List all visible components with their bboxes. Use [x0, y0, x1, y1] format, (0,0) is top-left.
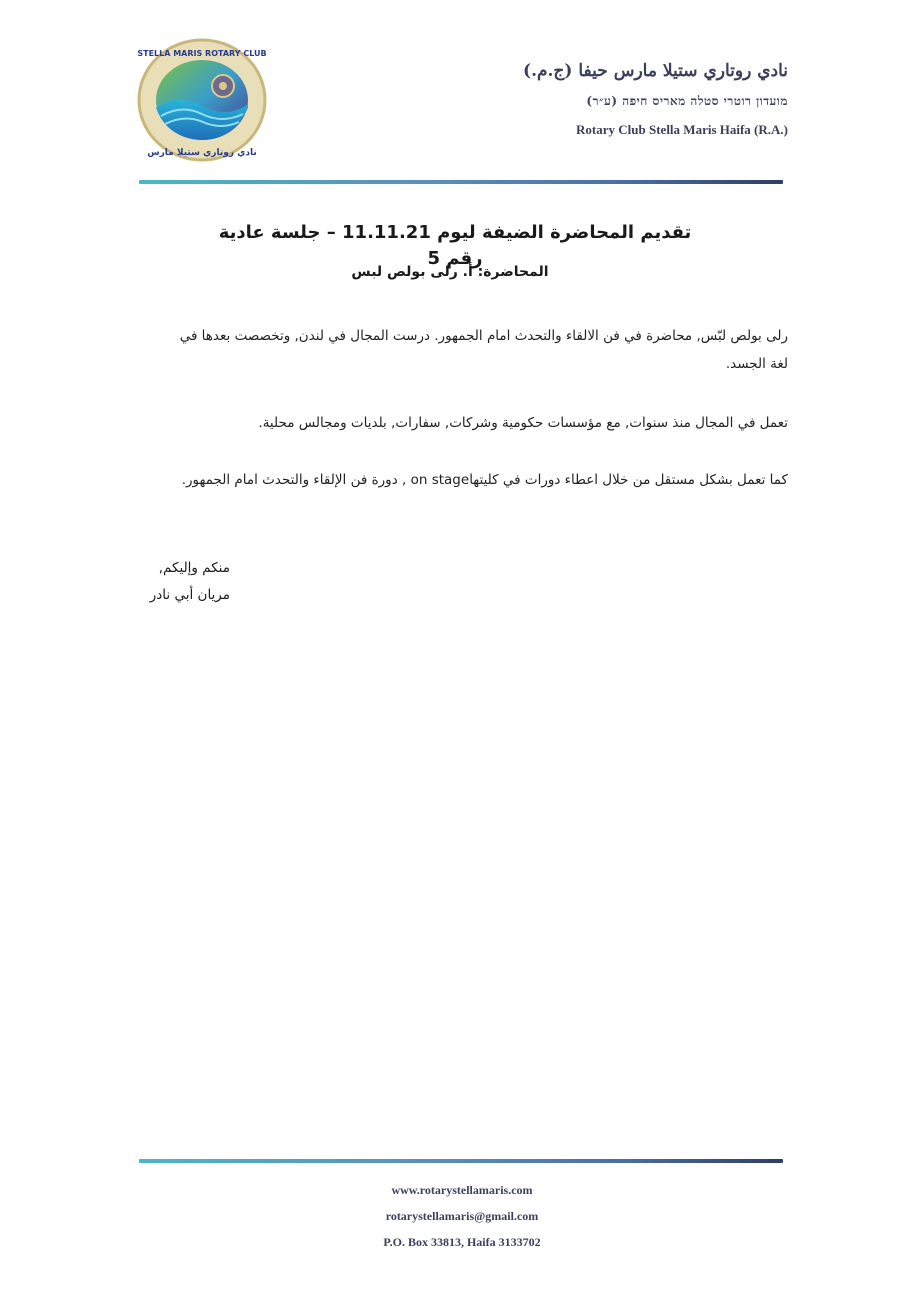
postal-address: P.O. Box 33813, Haifa 3133702 — [383, 1235, 541, 1249]
page-title: تقديم المحاضرة الضيفة ليوم 11.11.21 – جلسة عادية رقم 5 — [218, 222, 692, 269]
org-name-hebrew: מועדון רוטרי סטלה מאריס חיפה (ע״ר) — [586, 94, 788, 108]
speaker-line: المحاضرة: أ. رلى بولص لبس — [351, 264, 549, 280]
paragraph-3: كما تعمل بشكل مستقل من خلال اعطاء دورات في كليتهاon stage , دورة فن الإلقاء والتحدث امام الجمهور. — [181, 472, 788, 488]
org-name-arabic: نادي روتاري ستيلا مارس حيفا (ج.م.) — [523, 61, 788, 81]
signature-name: مريان أبي نادر — [149, 587, 230, 603]
website-link[interactable]: www.rotarystellamaris.com — [391, 1183, 533, 1197]
svg-text:نادي روتاري ستيلا مارس: نادي روتاري ستيلا مارس — [147, 148, 257, 158]
email-link[interactable]: rotarystellamaris@gmail.com — [385, 1209, 539, 1223]
paragraph-2: تعمل في المجال منذ سنوات, مع مؤسسات حكومية وشركات, سفارات, بلديات ومجالس محلية. — [258, 415, 788, 431]
footer-divider — [139, 1159, 783, 1163]
closing-salutation: منكم وإليكم, — [158, 560, 230, 576]
organization-header — [488, 60, 788, 138]
org-name-english: Rotary Club Stella Maris Haifa (R.A.) — [576, 122, 788, 137]
closing-block — [100, 555, 230, 609]
rotary-club-logo — [137, 38, 267, 163]
header-divider — [139, 180, 783, 184]
svg-text:STELLA MARIS ROTARY CLUB: STELLA MARIS ROTARY CLUB — [137, 49, 267, 58]
footer-contact — [300, 1177, 624, 1255]
paragraph-1: رلى بولص لبّس, محاضرة في فن الالقاء والتحدث امام الجمهور. درست المجال في لندن, وتخصصت بعدها في لغة الجسد. — [179, 328, 788, 372]
